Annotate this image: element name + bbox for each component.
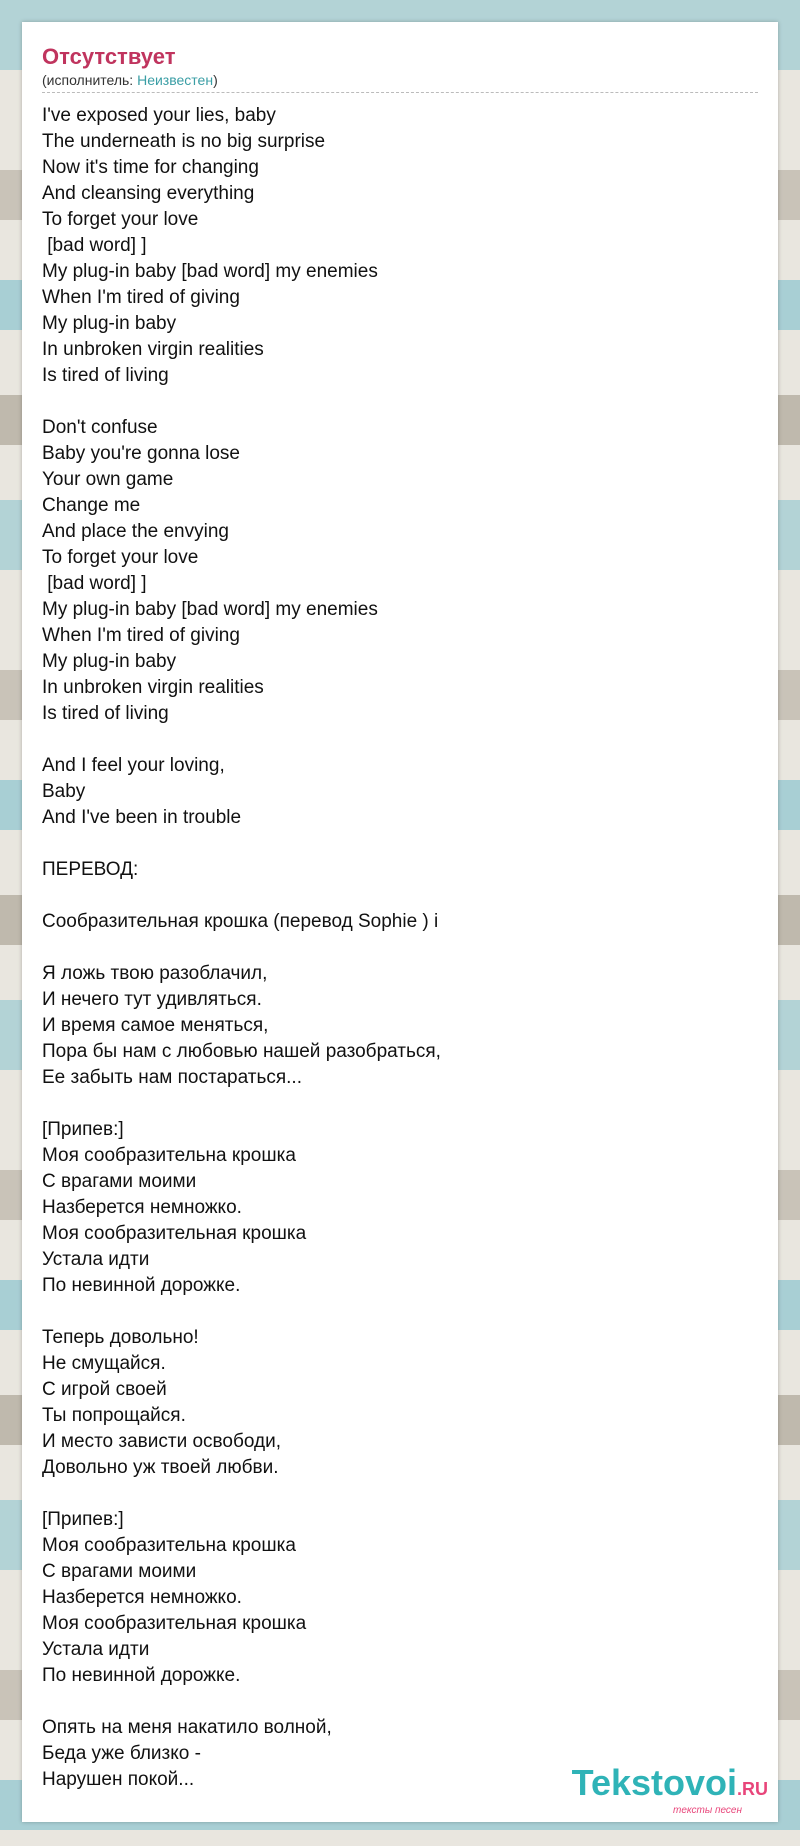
lyrics-text bbox=[42, 103, 758, 1793]
lyric-line: Беда уже близко - bbox=[42, 1743, 201, 1764]
lyric-line: Baby you're gonna lose bbox=[42, 443, 240, 464]
lyric-line: И место зависти освободи, bbox=[42, 1431, 282, 1452]
lyric-line: Нарушен покой... bbox=[42, 1769, 195, 1790]
lyric-line: Устала идти bbox=[42, 1639, 150, 1660]
lyric-line: The underneath is no big surprise bbox=[42, 131, 326, 152]
lyric-line: С врагами моими bbox=[42, 1171, 197, 1192]
artist-prefix: (исполнитель: bbox=[42, 72, 138, 88]
lyric-line: Назберется немножко. bbox=[42, 1197, 242, 1218]
lyric-line: Устала идти bbox=[42, 1249, 150, 1270]
lyric-line: Don't confuse bbox=[42, 417, 158, 438]
lyric-line: [bad word] ] bbox=[42, 573, 147, 594]
artist-link[interactable]: Неизвестен bbox=[137, 72, 214, 88]
lyric-line: And cleansing everything bbox=[42, 183, 255, 204]
lyric-line bbox=[42, 831, 758, 857]
lyric-line: Не смущайся. bbox=[42, 1353, 166, 1374]
lyric-line bbox=[42, 1091, 758, 1117]
lyric-line: And I feel your loving, bbox=[42, 755, 225, 776]
song-title: Отсутствует bbox=[42, 44, 176, 69]
lyric-line: ПЕРЕВОД: bbox=[42, 859, 139, 880]
lyric-line: Моя сообразительна крошка bbox=[42, 1145, 296, 1166]
lyric-line: С игрой своей bbox=[42, 1379, 167, 1400]
lyric-line: I've exposed your lies, baby bbox=[42, 105, 276, 126]
lyric-line: My plug-in baby [bad word] my enemies bbox=[42, 599, 378, 620]
lyric-line: Now it's time for changing bbox=[42, 157, 259, 178]
lyric-line: По невинной дорожке. bbox=[42, 1665, 241, 1686]
lyric-line: Ее забыть нам постараться... bbox=[42, 1067, 302, 1088]
lyric-line: In unbroken virgin realities bbox=[42, 677, 264, 698]
logo-name: Tekstovoi bbox=[571, 1762, 737, 1803]
lyric-line: In unbroken virgin realities bbox=[42, 339, 264, 360]
lyric-line: Опять на меня накатило волной, bbox=[42, 1717, 332, 1738]
lyric-line: И время самое меняться, bbox=[42, 1015, 269, 1036]
lyric-line: Сообразительная крошка (перевод Sophie ) i bbox=[42, 911, 439, 932]
lyric-line: To forget your love bbox=[42, 547, 199, 568]
logo-tagline: тексты песен bbox=[673, 1805, 742, 1816]
site-logo[interactable] bbox=[571, 1762, 768, 1816]
logo-tld: .RU bbox=[737, 1779, 768, 1799]
artist-suffix: ) bbox=[213, 72, 218, 88]
lyric-line bbox=[42, 935, 758, 961]
lyric-line: Теперь довольно! bbox=[42, 1327, 199, 1348]
lyric-line: Baby bbox=[42, 781, 86, 802]
song-header bbox=[42, 44, 758, 93]
lyric-line bbox=[42, 1299, 758, 1325]
lyric-line: Я ложь твою разоблачил, bbox=[42, 963, 268, 984]
lyric-line: С врагами моими bbox=[42, 1561, 197, 1582]
artist-line bbox=[42, 70, 758, 90]
lyric-line: Change me bbox=[42, 495, 141, 516]
lyric-line: My plug-in baby bbox=[42, 651, 177, 672]
lyric-line bbox=[42, 1689, 758, 1715]
lyrics-card bbox=[22, 22, 778, 1822]
lyric-line bbox=[42, 883, 758, 909]
lyric-line: По невинной дорожке. bbox=[42, 1275, 241, 1296]
lyric-line: When I'm tired of giving bbox=[42, 625, 240, 646]
lyric-line: Моя сообразительная крошка bbox=[42, 1223, 307, 1244]
lyric-line bbox=[42, 727, 758, 753]
lyric-line: And place the envying bbox=[42, 521, 229, 542]
lyric-line: [Припев:] bbox=[42, 1509, 124, 1530]
lyric-line: When I'm tired of giving bbox=[42, 287, 240, 308]
lyric-line: Is tired of living bbox=[42, 703, 169, 724]
lyric-line bbox=[42, 389, 758, 415]
lyric-line: Довольно уж твоей любви. bbox=[42, 1457, 279, 1478]
lyric-line: Моя сообразительна крошка bbox=[42, 1535, 296, 1556]
lyric-line bbox=[42, 1481, 758, 1507]
lyric-line: My plug-in baby bbox=[42, 313, 177, 334]
lyric-line: [bad word] ] bbox=[42, 235, 147, 256]
lyric-line: Ты попрощайся. bbox=[42, 1405, 186, 1426]
lyric-line: [Припев:] bbox=[42, 1119, 124, 1140]
lyric-line: Назберется немножко. bbox=[42, 1587, 242, 1608]
lyric-line: Пора бы нам с любовью нашей разобраться, bbox=[42, 1041, 441, 1062]
lyric-line: Is tired of living bbox=[42, 365, 169, 386]
lyric-line: Моя сообразительная крошка bbox=[42, 1613, 307, 1634]
lyric-line: И нечего тут удивляться. bbox=[42, 989, 262, 1010]
lyric-line: To forget your love bbox=[42, 209, 199, 230]
lyric-line: My plug-in baby [bad word] my enemies bbox=[42, 261, 378, 282]
lyric-line: Your own game bbox=[42, 469, 174, 490]
lyric-line: And I've been in trouble bbox=[42, 807, 242, 828]
